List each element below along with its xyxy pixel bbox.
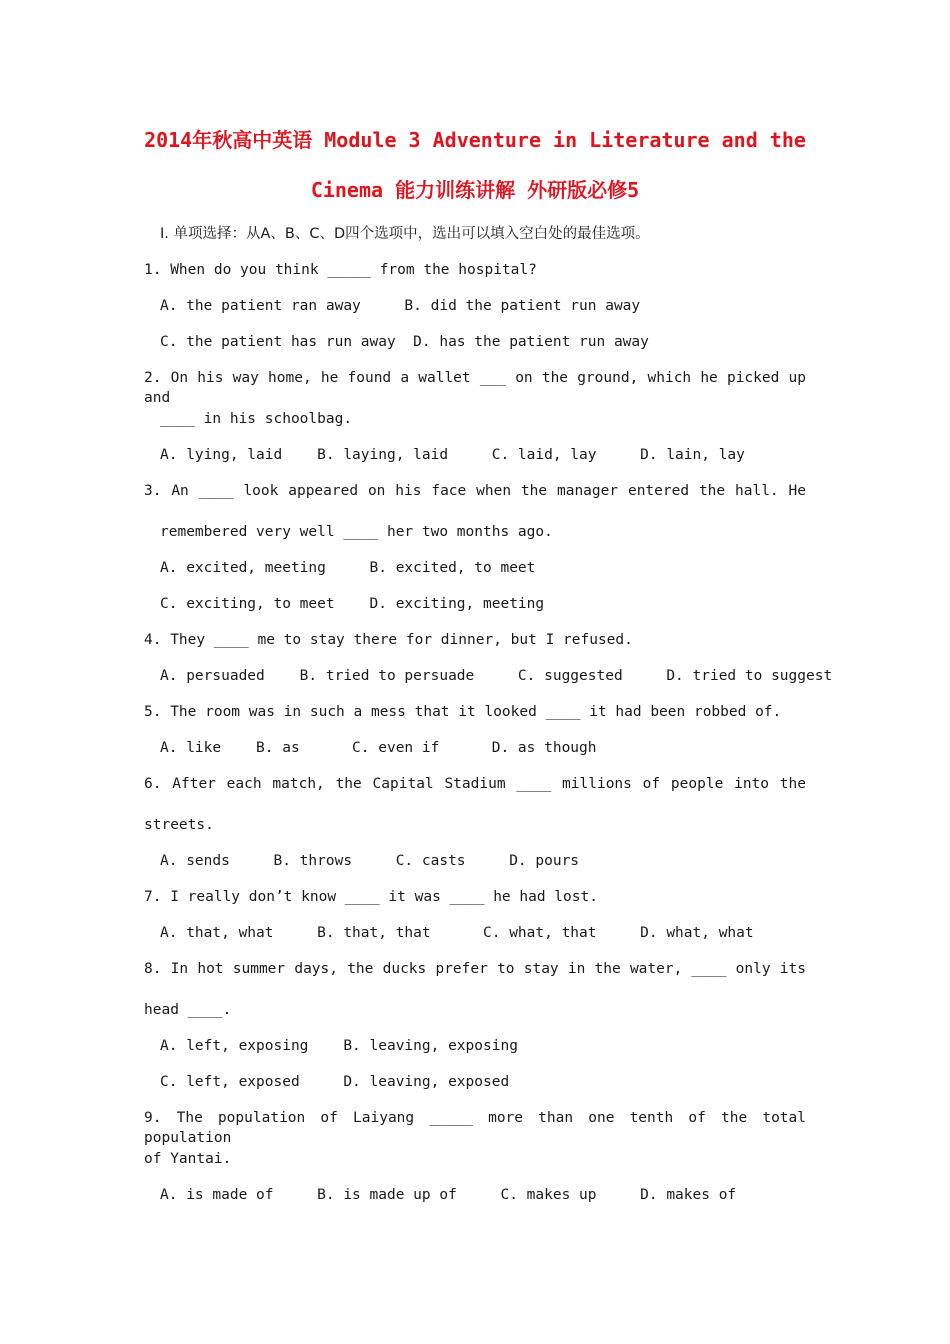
question-stem: 8. In hot summer days, the ducks prefer to stay in the water, ____ only its <box>144 961 806 977</box>
question-stem: 2. On his way home, he found a wallet ___ on the ground, which he picked up and <box>144 370 806 406</box>
question-stem-continued: streets. <box>144 817 214 833</box>
question-options: A. persuaded B. tried to persuade C. suggested D. tried to suggest <box>160 668 833 684</box>
question-stem: 7. I really don’t know ____ it was ____ he had lost. <box>144 889 598 905</box>
question-stem-continued: ____ in his schoolbag. <box>160 411 353 427</box>
question-stem-continued: of Yantai. <box>144 1151 232 1167</box>
question-options: A. like B. as C. even if D. as though <box>160 740 597 756</box>
question-options: A. sends B. throws C. casts D. pours <box>160 853 580 869</box>
question-options: A. left, exposing B. leaving, exposing <box>160 1038 518 1054</box>
question-options: A. excited, meeting B. excited, to meet <box>160 560 536 576</box>
question-stem: 5. The room was in such a mess that it looked ____ it had been robbed of. <box>144 704 782 720</box>
question-options: A. lying, laid B. laying, laid C. laid, lay D. lain, lay <box>160 447 745 463</box>
question-stem: 1. When do you think _____ from the hospital? <box>144 262 537 278</box>
question-options: C. left, exposed D. leaving, exposed <box>160 1074 510 1090</box>
question-options: C. the patient has run away D. has the patient run away <box>160 334 649 350</box>
question-stem-continued: head ____. <box>144 1002 232 1018</box>
question-stem: 9. The population of Laiyang _____ more than one tenth of the total population <box>144 1110 806 1146</box>
question-stem-continued: remembered very well ____ her two months ago. <box>160 524 553 540</box>
question-options: A. is made of B. is made up of C. makes up D. makes of <box>160 1187 737 1203</box>
question-stem: 6. After each match, the Capital Stadium ____ millions of people into the <box>144 776 806 792</box>
document-title-line-1: 2014年秋高中英语 Module 3 Adventure in Literature and the <box>144 128 806 152</box>
question-options: A. the patient ran away B. did the patient run away <box>160 298 641 314</box>
question-stem: 3. An ____ look appeared on his face when the manager entered the hall. He <box>144 483 806 499</box>
question-options: C. exciting, to meet D. exciting, meeting <box>160 596 545 612</box>
question-options: A. that, what B. that, that C. what, that D. what, what <box>160 925 754 941</box>
question-stem: 4. They ____ me to stay there for dinner, but I refused. <box>144 632 633 648</box>
document-title-line-2: Cinema 能力训练讲解 外研版必修5 <box>310 178 640 202</box>
section-instruction: I. 单项选择：从A、B、C、D四个选项中，选出可以填入空白处的最佳选项。 <box>160 226 650 242</box>
